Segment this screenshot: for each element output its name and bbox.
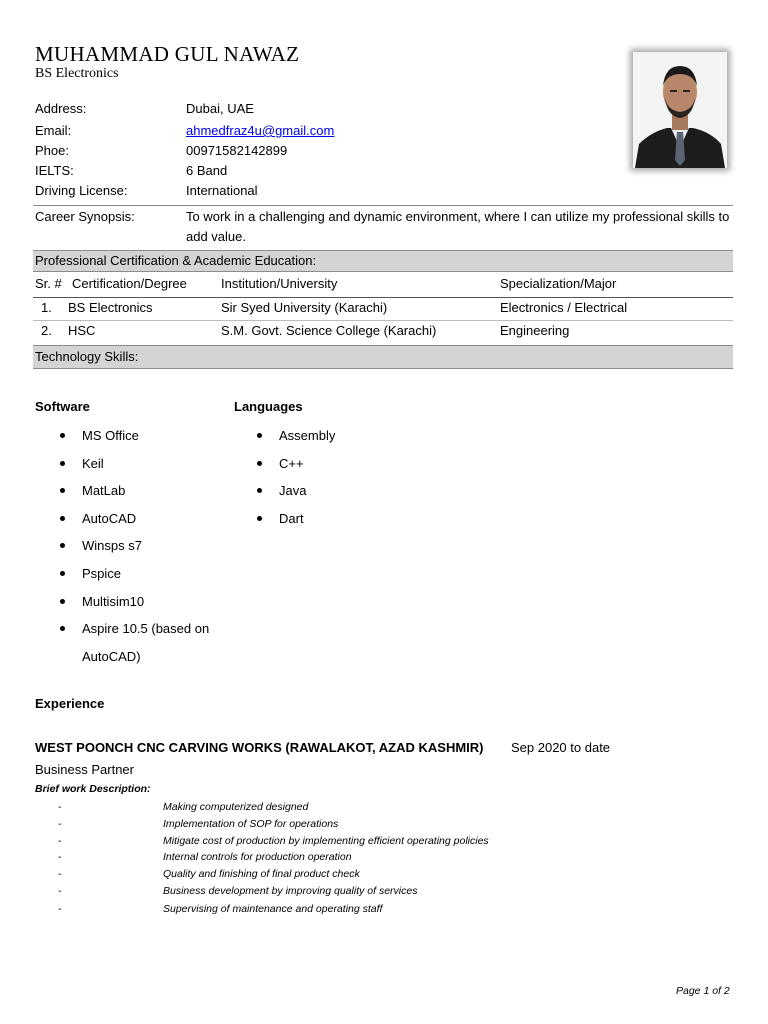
license-label: Driving License: <box>35 183 128 198</box>
bullet-icon <box>60 599 65 604</box>
ielts-value: 6 Band <box>186 163 228 178</box>
dash-marker: - <box>58 801 62 813</box>
software-title: Software <box>35 399 90 414</box>
bullet-icon <box>257 461 262 466</box>
ielts-label: IELTS: <box>35 163 74 178</box>
row1-institution: Sir Syed University (Karachi) <box>221 300 388 315</box>
list-item: Keil <box>35 450 235 478</box>
row2-sr: 2. <box>41 323 52 338</box>
dash-marker: - <box>58 885 62 897</box>
email-link[interactable]: ahmedfraz4u@gmail.com <box>186 123 335 138</box>
bullet-icon <box>60 516 65 521</box>
row1-major: Electronics / Electrical <box>500 300 628 315</box>
row2-degree: HSC <box>68 323 96 338</box>
profile-photo <box>633 52 727 168</box>
education-heading-band <box>33 250 733 272</box>
email-label: Email: <box>35 123 72 138</box>
duty-item: Making computerized designed <box>163 801 309 813</box>
row1-degree: BS Electronics <box>68 300 153 315</box>
employment-period: Sep 2020 to date <box>511 740 611 755</box>
col-major: Specialization/Major <box>500 276 617 291</box>
list-item: Dart <box>232 505 432 533</box>
duty-item: Internal controls for production operation <box>163 851 352 863</box>
career-label: Career Synopsis: <box>35 209 135 224</box>
list-item: Winsps s7 <box>35 532 235 560</box>
dash-marker: - <box>58 903 62 915</box>
duty-item: Implementation of SOP for operations <box>163 818 339 830</box>
duty-item: Business development by improving quality of services <box>163 885 418 897</box>
col-institution: Institution/University <box>221 276 338 291</box>
languages-title: Languages <box>234 399 303 414</box>
bullet-icon <box>60 433 65 438</box>
bullet-icon <box>60 488 65 493</box>
list-item: Pspice <box>35 560 235 588</box>
dash-marker: - <box>58 818 62 830</box>
education-heading: Professional Certification & Academic Education: <box>35 253 317 268</box>
page-number: Page 1 of 2 <box>676 985 730 997</box>
col-degree: Certification/Degree <box>72 276 187 291</box>
list-item: Assembly <box>232 422 432 450</box>
row2-institution: S.M. Govt. Science College (Karachi) <box>221 323 437 338</box>
duty-item: Supervising of maintenance and operating staff <box>163 903 383 915</box>
list-item: MatLab <box>35 477 235 505</box>
phone-label: Phoe: <box>35 143 69 158</box>
company-name: WEST POONCH CNC CARVING WORKS (RAWALAKOT, AZAD KASHMIR) <box>35 740 484 755</box>
row1-sr: 1. <box>41 300 52 315</box>
languages-list <box>232 422 432 532</box>
row2-major: Engineering <box>500 323 570 338</box>
list-item: C++ <box>232 450 432 478</box>
list-item: Java <box>232 477 432 505</box>
table-header-divider <box>33 297 733 298</box>
bullet-icon <box>60 571 65 576</box>
dash-marker: - <box>58 868 62 880</box>
experience-title: Experience <box>35 696 105 711</box>
job-role: Business Partner <box>35 762 134 777</box>
dash-marker: - <box>58 835 62 847</box>
profile-photo-image <box>633 52 727 168</box>
candidate-degree: BS Electronics <box>35 66 119 81</box>
col-sr: Sr. # <box>35 276 62 291</box>
duty-item: Mitigate cost of production by implementing efficient operating policies <box>163 835 489 847</box>
address-value: Dubai, UAE <box>186 101 254 116</box>
career-text: To work in a challenging and dynamic environment, where I can utilize my professional skills to add value. <box>186 209 730 244</box>
license-value: International <box>186 183 258 198</box>
bullet-icon <box>60 461 65 466</box>
list-item: Aspire 10.5 (based on <box>35 615 235 643</box>
dash-marker: - <box>58 851 62 863</box>
duty-item: Quality and finishing of final product check <box>163 868 360 880</box>
bullet-icon <box>257 488 262 493</box>
bullet-icon <box>60 626 65 631</box>
list-item: MS Office <box>35 422 235 450</box>
list-item-continuation: AutoCAD) <box>82 648 141 664</box>
candidate-name: MUHAMMAD GUL NAWAZ <box>35 42 300 66</box>
table-row-divider <box>33 320 733 321</box>
bullet-icon <box>257 516 262 521</box>
bullet-icon <box>257 433 262 438</box>
divider <box>33 205 733 206</box>
skills-heading-band <box>33 345 733 369</box>
list-item: Multisim10 <box>35 588 235 616</box>
skills-heading: Technology Skills: <box>35 349 139 364</box>
address-label: Address: <box>35 101 87 116</box>
list-item: AutoCAD <box>35 505 235 533</box>
bullet-icon <box>60 543 65 548</box>
software-list <box>35 422 235 670</box>
work-description-label: Brief work Description: <box>35 783 151 795</box>
phone-value: 00971582142899 <box>186 143 288 158</box>
